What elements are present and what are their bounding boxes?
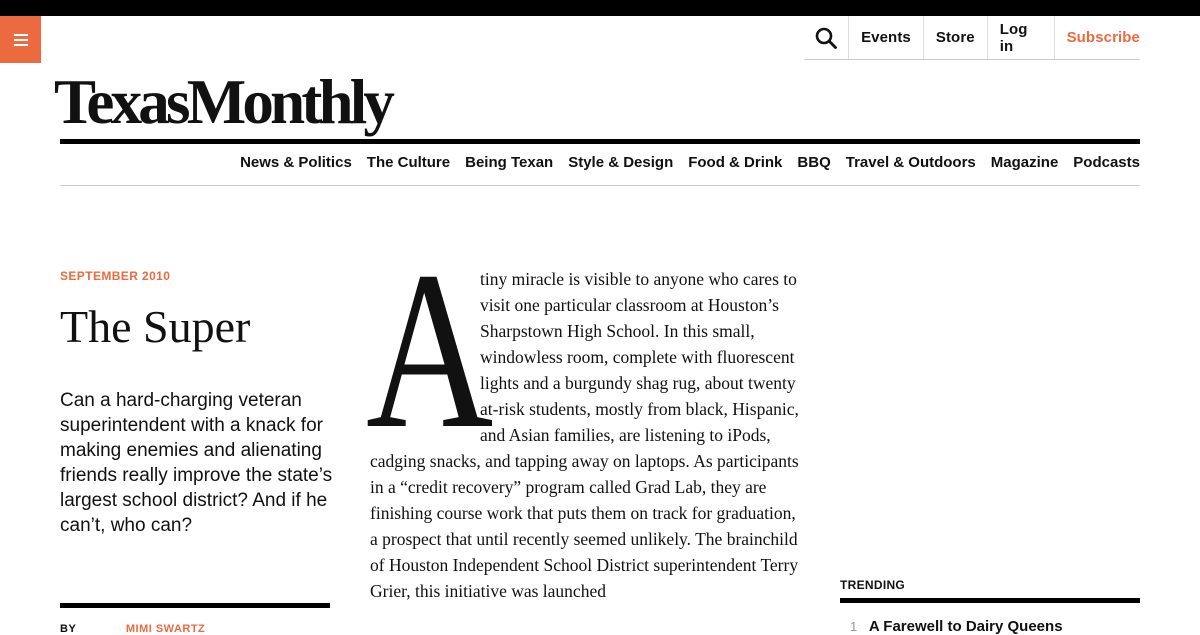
article-dek: Can a hard-charging veteran superintendent with a knack for making enemies and alienating friends really improve the state’s largest school district? And if he can’t, who can?: [60, 390, 333, 536]
nav-item-food-drink[interactable]: Food & Drink: [688, 154, 783, 171]
events-link[interactable]: Events: [848, 16, 923, 59]
store-link[interactable]: Store: [923, 16, 987, 59]
nav-item-the-culture[interactable]: The Culture: [366, 154, 451, 171]
trending-divider: [840, 598, 1140, 603]
byline: [60, 623, 205, 635]
hamburger-menu-icon: [14, 34, 28, 46]
article-body: [370, 266, 802, 604]
nav-item-bbq[interactable]: BBQ: [797, 154, 831, 171]
author-link[interactable]: MIMI SWARTZ: [125, 623, 206, 635]
nav-item-podcasts[interactable]: Podcasts: [1073, 154, 1140, 171]
article-title: The Super: [60, 301, 251, 352]
search-icon: [815, 27, 837, 49]
nav-item-magazine[interactable]: Magazine: [990, 154, 1059, 171]
trending-item[interactable]: [850, 618, 1063, 635]
trending-item-title[interactable]: A Farewell to Dairy Queens: [868, 618, 1063, 635]
menu-button[interactable]: [0, 16, 41, 63]
header-divider: [60, 139, 1140, 144]
nav-item-news-politics[interactable]: News & Politics: [240, 154, 352, 171]
nav-divider: [60, 185, 1140, 186]
utility-nav: [804, 16, 1140, 60]
nav-item-travel-outdoors[interactable]: Travel & Outdoors: [845, 154, 976, 171]
nav-item-being-texan[interactable]: Being Texan: [465, 154, 554, 171]
byline-prefix: BY: [60, 623, 77, 635]
nav-item-style-design[interactable]: Style & Design: [568, 154, 674, 171]
article-date[interactable]: SEPTEMBER 2010: [60, 269, 171, 283]
top-black-bar: [0, 0, 1200, 16]
byline-divider: [60, 603, 330, 608]
main-nav: [240, 154, 1140, 171]
drop-cap: A: [366, 225, 494, 475]
trending-label: TRENDING: [840, 578, 906, 592]
article-body-text: tiny miracle is visible to anyone who cares to visit one particular classroom at Houston’s Sharpstown High School. In this small, windowless room, complete with fluorescent lights and a burgundy shag rug, about twenty at-risk students, mostly from black, Hispanic, and Asian families, are listening to iPods, cadging snacks, and tapping away on laptops. As participants in a “credit recovery” program called Grad Lab, they are finishing course work that puts them on track for graduation, a prospect that until recently seemed unlikely. The brainchild of Houston Independent School District superintendent Terry Grier, this initiative was launched: [370, 269, 799, 601]
login-link[interactable]: Log in: [987, 16, 1054, 59]
subscribe-link[interactable]: Subscribe: [1054, 16, 1140, 59]
site-logo[interactable]: TexasMonthly: [54, 67, 392, 137]
search-button[interactable]: [804, 16, 848, 59]
trending-item-number: 1: [850, 619, 858, 634]
